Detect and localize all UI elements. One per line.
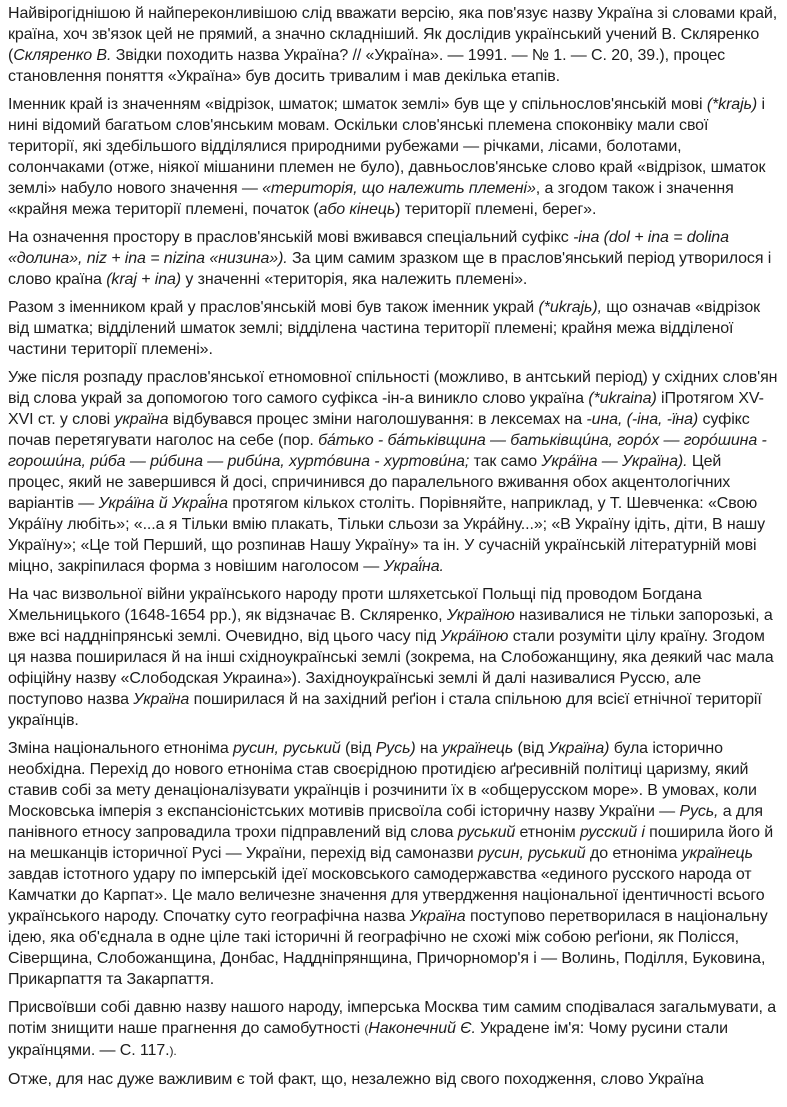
text-run-italic: Україною: [446, 607, 515, 624]
text-run: у значенні «територія, яка належить племені».: [181, 271, 528, 288]
text-run-italic: русин, руський: [232, 740, 341, 757]
text-run: що означав «відрізок від шматка; відділений шматок землі; відділена частина території племені; крайня межа відділеної частини території племені».: [8, 299, 761, 358]
text-run: стали розуміти цілу країну. Згодом ця назва поширилася й на інші східноукраїнські землі (зокрема, на Слобожанщину, яка деякий час мала офіційну назву «Слободская Украина»). Західноукраїнські землі й далі називалися Руссю, але поступово назва: [8, 628, 774, 708]
text-run-italic: Русь): [375, 740, 416, 757]
text-run: ) території племені, берег».: [395, 201, 597, 218]
text-run: (від: [340, 740, 376, 757]
text-run: до етноніма: [585, 845, 682, 862]
text-run: завдав істотного удару по імперській ідеї московського самодержавства «единого русского народа от Камчатки до Карпат». Це мало величезне значення для утвердження національної ідентичності всього українського народу. Спочатку суто географічна назва: [8, 866, 765, 925]
text-run-italic: Укра́їною: [440, 628, 509, 645]
text-run-italic: Украї́на.: [383, 558, 444, 575]
text-run-italic: Русь,: [679, 803, 719, 820]
text-run-italic: -ина, (-іна, -їна): [586, 411, 699, 428]
text-run-italic: русский і: [580, 824, 645, 841]
paragraph-2: [8, 94, 779, 220]
text-run-italic: «територія, що належить племені»: [262, 180, 536, 197]
paragraph-3: [8, 227, 779, 290]
text-run: На означення простору в праслов'янській мові вживався спеціальний суфікс: [8, 229, 574, 246]
paragraph-7: [8, 738, 779, 990]
text-run: поширила його й на мешканців історичної Русі — України, перехід від самоназви: [8, 824, 774, 862]
text-run-italic: Укра́їна й Украї́на: [98, 495, 228, 512]
text-run: протягом кількох століть. Порівняйте, наприклад, у Т. Шевченка: «Свою Укра́їну любіть»; «...а я Тільки вмію плакать, Тільки сльози за Укра́йну...»; «В Україну ідіть, діти, В нашу Україну»; «Це той Перший, що розпинав Нашу Україну» та ін. У сучасній українській літературній мові міцно, закріпилася форма з новішим наголосом —: [8, 495, 766, 575]
text-run: Отже, для нас дуже важливим є той факт, що, незалежно від свого походження, слово Україна: [8, 1071, 704, 1088]
text-run-small: (: [364, 1022, 369, 1036]
paragraph-8: [8, 997, 779, 1062]
text-run: поширилася й на західний реґіон і стала спільною для всієї етнічної території українців.: [8, 691, 762, 729]
text-run: Найвірогіднішою й найпереконливішою слід вважати версію, яка пов'язує назву Україна зі словами край, країна, хоч зв'язок цей не прямий, а значно складніший. Як дослідив український учений В. Скляренко (: [8, 5, 778, 64]
text-run-italic: (kraj + ina): [106, 271, 182, 288]
paragraph-1: [8, 3, 779, 87]
text-run-italic: Укра́їна — Україна).: [541, 453, 688, 470]
text-run: і нині відомий багатьом слов'янським мовам. Оскільки слов'янські племена споконвіку мали свої території, які здебільшого відділялися природними рубежами — річками, лісами, болотами, солончаками (отже, ніякої мішанини племен не було), давньослов'янське слово край «відрізок, шматок землі» набуло нового значення —: [8, 96, 766, 197]
text-run: Зміна національного етноніма: [8, 740, 233, 757]
text-run: іПротягом XV-XVI ст. у слові: [8, 390, 764, 428]
text-run-italic: Україна): [548, 740, 610, 757]
text-run: на: [415, 740, 442, 757]
text-run: Уже після розпаду праслов'янської етномовної спільності (можливо, в антський період) у східних слов'ян від слова украй за допомогою того самого суфікса -ін-а виникло слово україна: [8, 369, 778, 407]
document-text: [8, 3, 779, 1090]
paragraph-9: [8, 1069, 779, 1090]
text-run-italic: (*ukrajь),: [538, 299, 602, 316]
text-run: Присвоївши собі давню назву нашого народу, імперська Москва тим самим сподівалася загальмувати, а потім знищити наше прагнення до самобутності: [8, 999, 777, 1037]
text-run-italic: або кінець: [318, 201, 396, 218]
text-run-italic: Україна: [133, 691, 190, 708]
text-run: відбувався процес зміни наголошування: в лексемах на: [168, 411, 587, 428]
text-run-italic: Наконечний Є.: [368, 1020, 476, 1037]
text-run: поступово перетворилася в національну ідею, яка об'єднала в одне ціле такі історичні й географічно не схожі між собою реґіони, як Полісся, Сіверщина, Слобожанщина, Донбас, Наддніпрянщина, Причорномор'я і — Волинь, Поділля, Буковина, Прикарпаття та Закарпаття.: [8, 908, 768, 988]
text-run-italic: українець: [441, 740, 514, 757]
paragraph-5: [8, 367, 779, 577]
text-run: За цим самим зразком ще в праслов'янський період утворилося і слово країна: [8, 250, 772, 288]
text-run-italic: Скляренко В.: [13, 47, 112, 64]
text-run-italic: (*ukraina): [588, 390, 657, 407]
text-run-italic: руський: [457, 824, 516, 841]
text-run-small: ).: [169, 1044, 177, 1058]
text-run-italic: Україна: [409, 908, 466, 925]
text-run: Цей процес, який не завершився й досі, спричинився до паралельного вживання обох акцентологічних варіантів —: [8, 453, 731, 512]
text-run: (від: [513, 740, 549, 757]
text-run: а для панівного етносу запровадила трохи підправлений від слова: [8, 803, 763, 841]
text-run: називалися не тільки запорозькі, а вже всі наддніпрянські землі. Очевидно, від цього часу під: [8, 607, 773, 645]
text-run: так само: [469, 453, 542, 470]
paragraph-6: [8, 584, 779, 731]
text-run-italic: українець: [681, 845, 753, 862]
text-run: суфікс почав перетягувати наголос на себе (пор.: [8, 411, 750, 449]
text-run-italic: україна: [114, 411, 169, 428]
text-run: була історично необхідна. Перехід до нового етноніма став своєрідною протидією аґресивній політиці царизму, який ставив собі за мету денаціоналізувати українців і розчинити їх в «общерусском море». В умовах, коли Московська імперія з експансіоністських мотивів присвоїла собі історичну назву України —: [8, 740, 757, 820]
text-run: Іменник край із значенням «відрізок, шматок; шматок землі» був ще у спільнослов'янській мові: [8, 96, 707, 113]
text-run: Звідки походить назва Україна? // «Україна». — 1991. — № 1. — С. 20, 39.), процес становлення поняття «Україна» був досить тривалим і мав декілька етапів.: [8, 47, 726, 85]
text-run: Украдене ім'я: Чому русини стали українцями. — С. 117.: [8, 1020, 728, 1059]
text-run-italic: русин, руський: [477, 845, 586, 862]
text-run: етнонім: [515, 824, 580, 841]
text-run: Разом з іменником край у праслов'янській мові був також іменник украй: [8, 299, 539, 316]
paragraph-4: [8, 297, 779, 360]
text-run-italic: (*krajь): [706, 96, 758, 113]
text-run-italic: -іна (dol + ina = dolina «долина», niz + ina = nizina «низина»).: [8, 229, 729, 267]
text-run: , а згодом також і значення «крайня межа території племені, початок (: [8, 180, 734, 218]
text-run-italic: ба́тько - ба́тьківщина — батьківщи́на, горо́х — горо́шина - гороши́на, ри́ба — ри́бина — риби́на, хурто́вина - хуртови́на;: [8, 432, 767, 470]
text-run: На час визвольної війни українського народу проти шляхетської Польщі під проводом Богдана Хмельницького (1648-1654 рр.), як відзначає В. Скляренко,: [8, 586, 702, 624]
